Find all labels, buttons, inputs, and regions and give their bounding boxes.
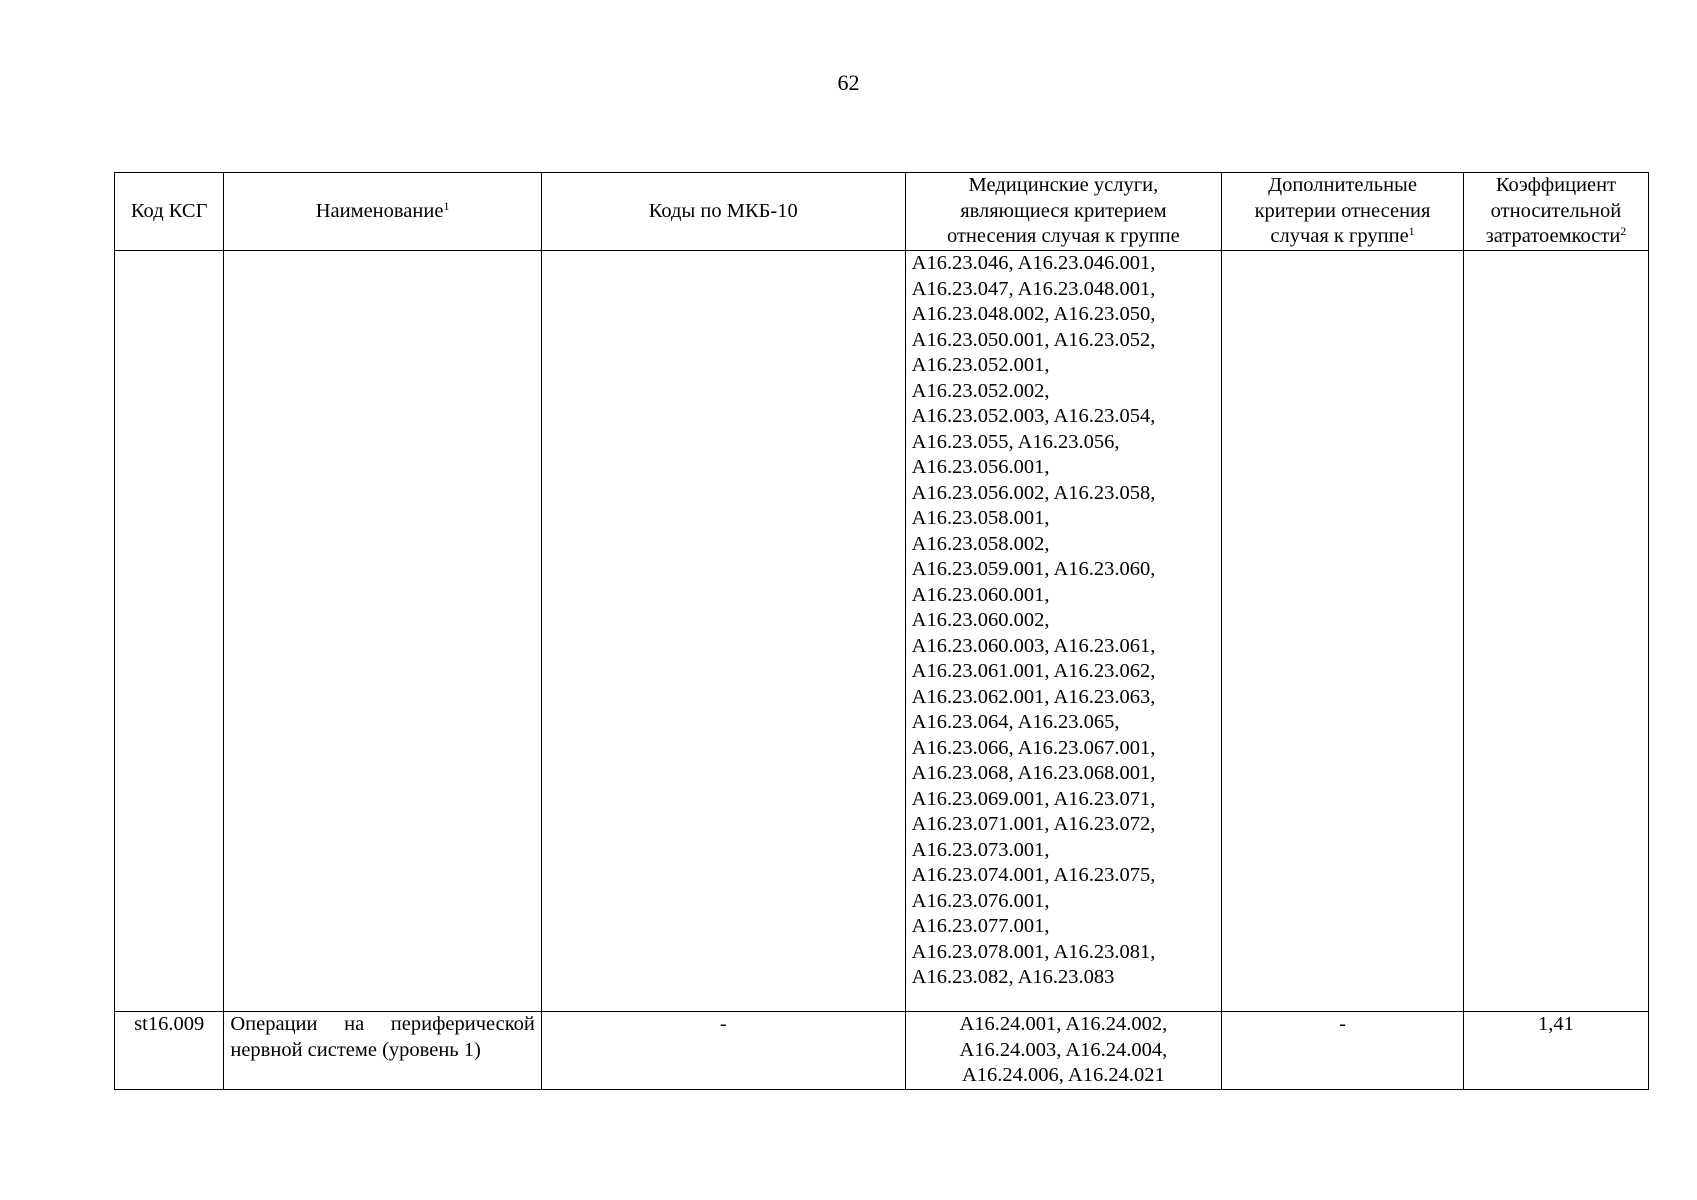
cell-mkb [541, 251, 905, 1012]
ksg-table [114, 172, 1649, 1090]
cell-code [115, 251, 224, 1012]
cell-services: A16.24.001, A16.24.002, A16.24.003, A16.24.004, A16.24.006, A16.24.021 [905, 1012, 1221, 1090]
cell-mkb: - [541, 1012, 905, 1090]
header-name: Наименование$^1$ [224, 173, 542, 251]
cell-coefficient [1463, 251, 1648, 1012]
footnote-marker: 1 [443, 198, 450, 213]
page-number: 62 [837, 70, 860, 95]
cell-extra-criteria [1222, 251, 1464, 1012]
cell-name: Операции на периферической нервной системе (уровень 1) [224, 1012, 542, 1090]
footnote-marker: 1 [1408, 224, 1415, 239]
table-row [115, 1012, 1649, 1090]
header-coefficient: Коэффициент относительной затратоемкости$^2$ [1463, 173, 1648, 251]
table-header-row [115, 173, 1649, 251]
cell-name [224, 251, 542, 1012]
header-extra-criteria: Дополнительные критерии отнесения случая к группе$^1$ [1222, 173, 1464, 251]
cell-extra-criteria: - [1222, 1012, 1464, 1090]
header-code: Код КСГ [115, 173, 224, 251]
table-row-continued [115, 251, 1649, 1012]
cell-services: A16.23.046, A16.23.046.001, A16.23.047, A16.23.048.001, A16.23.048.002, A16.23.050, A16.23.050.001, A16.23.052, A16.23.052.001, A16.23.052.002, A16.23.052.003, A16.23.054, A16.23.055, A16.23.056, A16.23.056.001, A16.23.056.002, A16.23.058, A16.23.058.001, A16.23.058.002, A16.23.059.001, A16.23.060, A16.23.060.001, A16.23.060.002, A16.23.060.003, A16.23.061, A16.23.061.001, A16.23.062, A16.23.062.001, A16.23.063, A16.23.064, A16.23.065, A16.23.066, A16.23.067.001, A16.23.068, A16.23.068.001, A16.23.069.001, A16.23.071, A16.23.071.001, A16.23.072, A16.23.073.001, A16.23.074.001, A16.23.075, A16.23.076.001, A16.23.077.001, A16.23.078.001, A16.23.081, A16.23.082, A16.23.083 [905, 251, 1221, 1012]
footnote-marker: 2 [1620, 224, 1627, 239]
cell-coefficient: 1,41 [1463, 1012, 1648, 1090]
cell-code: st16.009 [115, 1012, 224, 1090]
header-mkb: Коды по МКБ-10 [541, 173, 905, 251]
header-services: Медицинские услуги, являющиеся критерием отнесения случая к группе [905, 173, 1221, 251]
